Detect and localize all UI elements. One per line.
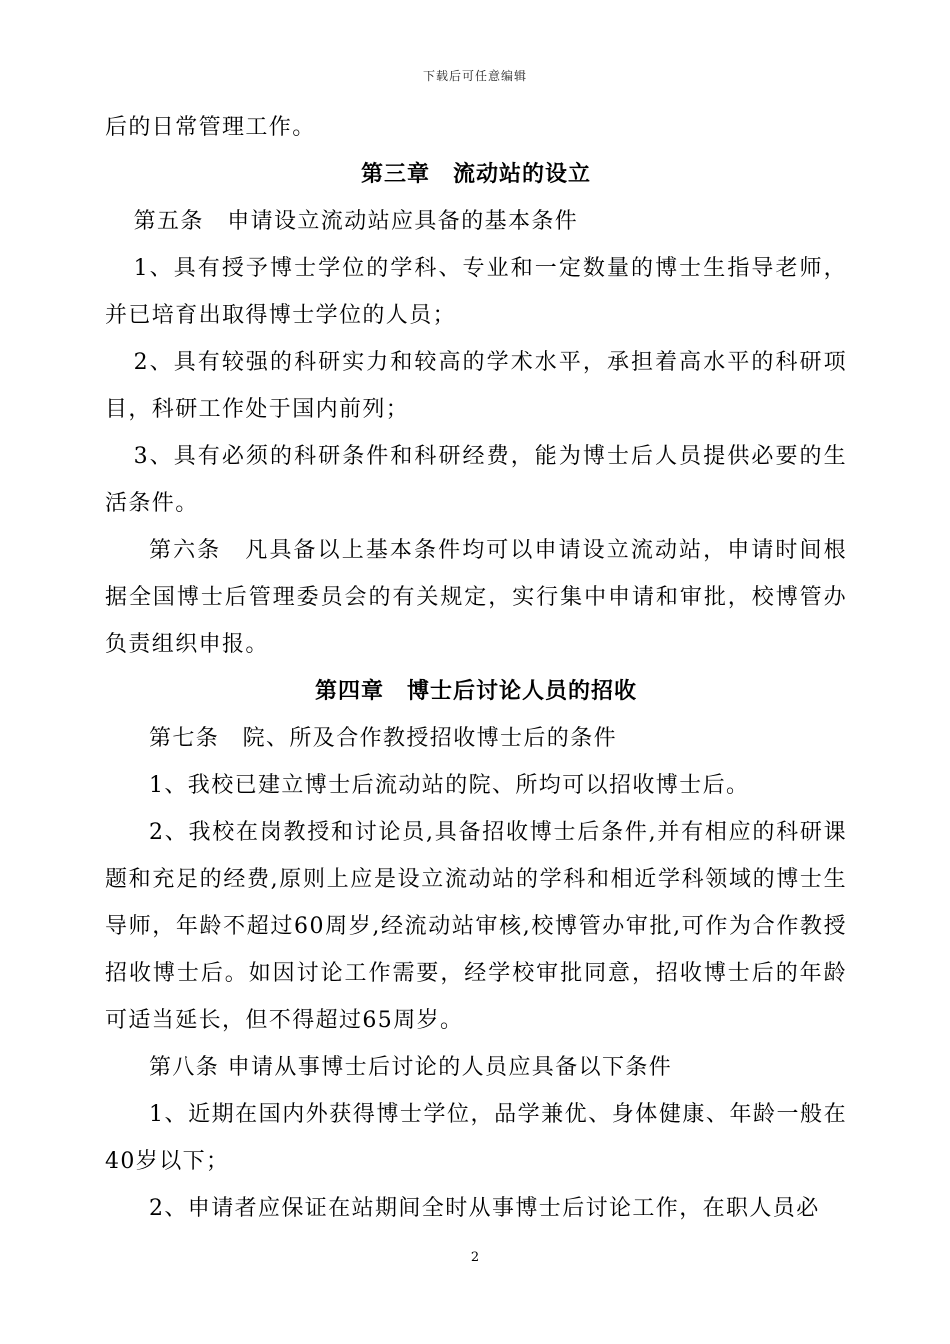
paragraph: 2、申请者应保证在站期间全时从事博士后讨论工作，在职人员必 <box>149 1196 820 1221</box>
paragraph: 第六条 凡具备以上基本条件均可以申请设立流动站，申请时间根据全国博士后管理委员会的有关规定，实行集中申请和审批，校博管办负责组织申报。 <box>105 538 847 657</box>
page-header: 下载后可任意编辑 <box>422 69 527 83</box>
paragraph: 1、近期在国内外获得博士学位，品学兼优、身体健康、年龄一般在40岁以下； <box>105 1102 847 1174</box>
paragraph: 2、具有较强的科研实力和较高的学术水平，承担着高水平的科研项目，科研工作处于国内前列； <box>105 350 847 422</box>
paragraph: 1、我校已建立博士后流动站的院、所均可以招收博士后。 <box>149 773 750 798</box>
chapter-heading: 第三章 流动站的设立 <box>360 161 591 187</box>
chapter-heading: 第四章 博士后讨论人员的招收 <box>314 678 637 704</box>
paragraph: 第八条 申请从事博士后讨论的人员应具备以下条件 <box>149 1055 673 1080</box>
page-number: 2 <box>470 1250 480 1265</box>
paragraph: 第五条 申请设立流动站应具备的基本条件 <box>133 209 579 234</box>
paragraph: 第七条 院、所及合作教授招收博士后的条件 <box>149 726 618 751</box>
paragraph: 1、具有授予博士学位的学科、专业和一定数量的博士生指导老师，并已培育出取得博士学位的人员； <box>105 256 847 328</box>
paragraph: 2、我校在岗教授和讨论员,具备招收博士后条件,并有相应的科研课题和充足的经费,原则上应是设立流动站的学科和相近学科领域的博士生导师，年龄不超过60周岁,经流动站审核,校博管办审批,可作为合作教授招收博士后。如因讨论工作需要，经学校审批同意，招收博士后的年龄可适当延长，但不得超过65周岁。 <box>105 820 847 1033</box>
paragraph: 后的日常管理工作。 <box>105 115 316 140</box>
document-body <box>105 104 847 1232</box>
paragraph: 3、具有必须的科研条件和科研经费，能为博士后人员提供必要的生活条件。 <box>105 444 847 516</box>
